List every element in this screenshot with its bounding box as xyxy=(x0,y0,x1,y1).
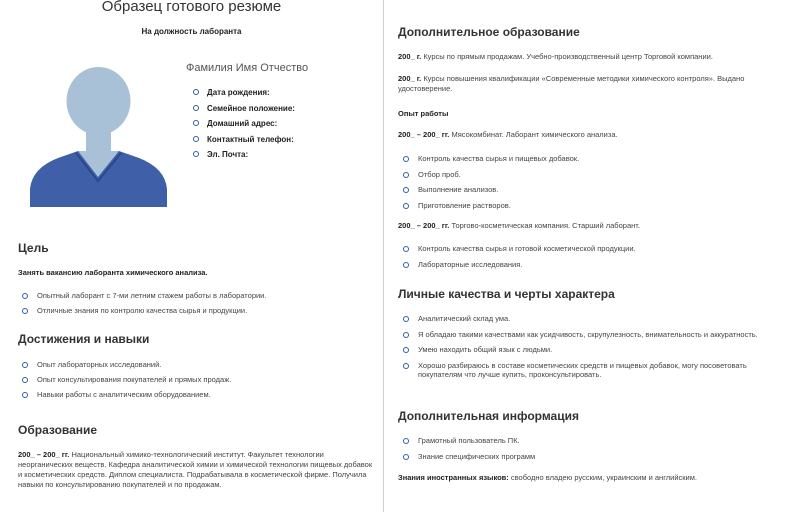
bullet-icon xyxy=(403,438,409,444)
additional-education-entry: 200_ г. Курсы повышения квалификации «Современные методики химического контроля». Выдано удостоверение. xyxy=(398,74,745,93)
qualities-list xyxy=(403,314,773,380)
list-item: Аналитический склад ума. xyxy=(403,314,773,324)
column-divider xyxy=(383,0,384,512)
list-item: Опыт консультирования покупателей и прямых продаж. xyxy=(22,375,231,385)
list-item: Хорошо разбираюсь в составе косметических средств и пищевых добавок, могу посоветовать покупателям что лучше купить, проконсультировать. xyxy=(403,361,773,380)
goal-list xyxy=(22,291,266,315)
detail-phone: Контактный телефон: xyxy=(193,135,295,151)
bullet-icon xyxy=(403,363,409,369)
position-subtitle: На должность лаборанта xyxy=(141,27,242,36)
detail-email: Эл. Почта: xyxy=(193,150,295,166)
bullet-icon xyxy=(193,136,199,142)
job-duties-list xyxy=(403,244,636,269)
detail-marital-status: Семейное положение: xyxy=(193,104,295,120)
bullet-icon xyxy=(403,332,409,338)
bullet-icon xyxy=(403,316,409,322)
additional-education-entry: 200_ г. Курсы по прямым продажам. Учебно-производственный центр Торговой компании. xyxy=(398,52,713,61)
additional-education-heading: Дополнительное образование xyxy=(398,25,580,39)
goal-statement: Занять вакансию лаборанта химического анализа. xyxy=(18,268,208,277)
list-item: Умею находить общий язык с людьми. xyxy=(403,345,773,355)
list-item: Приготовление растворов. xyxy=(403,201,579,211)
full-name: Фамилия Имя Отчество xyxy=(186,62,309,74)
bullet-icon xyxy=(193,89,199,95)
job-entry: 200_ – 200_ гг. Мясокомбинат. Лаборант химического анализа. xyxy=(398,130,618,139)
list-item: Отличные знания по контролю качества сырья и продукции. xyxy=(22,306,266,316)
bullet-icon xyxy=(403,246,409,252)
right-column xyxy=(388,0,788,512)
list-item: Опыт лабораторных исследований. xyxy=(22,360,231,370)
detail-address: Домашний адрес: xyxy=(193,119,295,135)
bullet-icon xyxy=(403,454,409,460)
personal-details xyxy=(193,88,295,166)
languages-line: Знания иностранных языков: свободно владею русским, украинским и английским. xyxy=(398,473,697,482)
bullet-icon xyxy=(22,377,28,383)
bullet-icon xyxy=(193,151,199,157)
detail-birthdate: Дата рождения: xyxy=(193,88,295,104)
list-item: Контроль качества сырья и пищевых добавок. xyxy=(403,154,579,164)
additional-info-heading: Дополнительная информация xyxy=(398,409,579,423)
list-item: Я обладаю такими качествами как усидчивость, скрупулезность, внимательность и аккуратность. xyxy=(403,330,773,340)
list-item: Отбор проб. xyxy=(403,170,579,180)
job-duties-list xyxy=(403,154,579,210)
goal-heading: Цель xyxy=(18,241,49,255)
bullet-icon xyxy=(22,308,28,314)
avatar-icon xyxy=(30,67,167,207)
page-title: Образец готового резюме xyxy=(101,0,282,15)
bullet-icon xyxy=(403,156,409,162)
job-entry: 200_ – 200_ гг. Торгово-косметическая компания. Старший лаборант. xyxy=(398,221,640,230)
bullet-icon xyxy=(403,187,409,193)
bullet-icon xyxy=(403,262,409,268)
list-item: Грамотный пользователь ПК. xyxy=(403,436,535,446)
education-text: 200_ – 200_ гг. Национальный химико-технологический институт. Факультет технологии неорганических веществ. Кафедра аналитической химии и химической технологии пищевых добавок и косметических средств. Диплом специалиста. Подрабатывала в косметической фирме. Получила навыки по консультированию покупателей и по продажам. xyxy=(18,450,373,489)
experience-heading: Опыт работы xyxy=(398,109,449,118)
achievements-list xyxy=(22,360,231,400)
bullet-icon xyxy=(403,172,409,178)
additional-info-list xyxy=(403,436,535,461)
list-item: Лабораторные исследования. xyxy=(403,260,636,270)
qualities-heading: Личные качества и черты характера xyxy=(398,287,615,301)
bullet-icon xyxy=(22,362,28,368)
bullet-icon xyxy=(193,120,199,126)
list-item: Знание специфических программ xyxy=(403,452,535,462)
bullet-icon xyxy=(22,392,28,398)
list-item: Навыки работы с аналитическим оборудованием. xyxy=(22,390,231,400)
list-item: Опытный лаборант с 7-ми летним стажем работы в лаборатории. xyxy=(22,291,266,301)
bullet-icon xyxy=(193,105,199,111)
bullet-icon xyxy=(403,347,409,353)
bullet-icon xyxy=(22,293,28,299)
list-item: Выполнение анализов. xyxy=(403,185,579,195)
list-item: Контроль качества сырья и готовой косметической продукции. xyxy=(403,244,636,254)
education-heading: Образование xyxy=(18,423,98,437)
achievements-heading: Достижения и навыки xyxy=(18,332,150,346)
bullet-icon xyxy=(403,203,409,209)
left-column xyxy=(0,0,383,512)
